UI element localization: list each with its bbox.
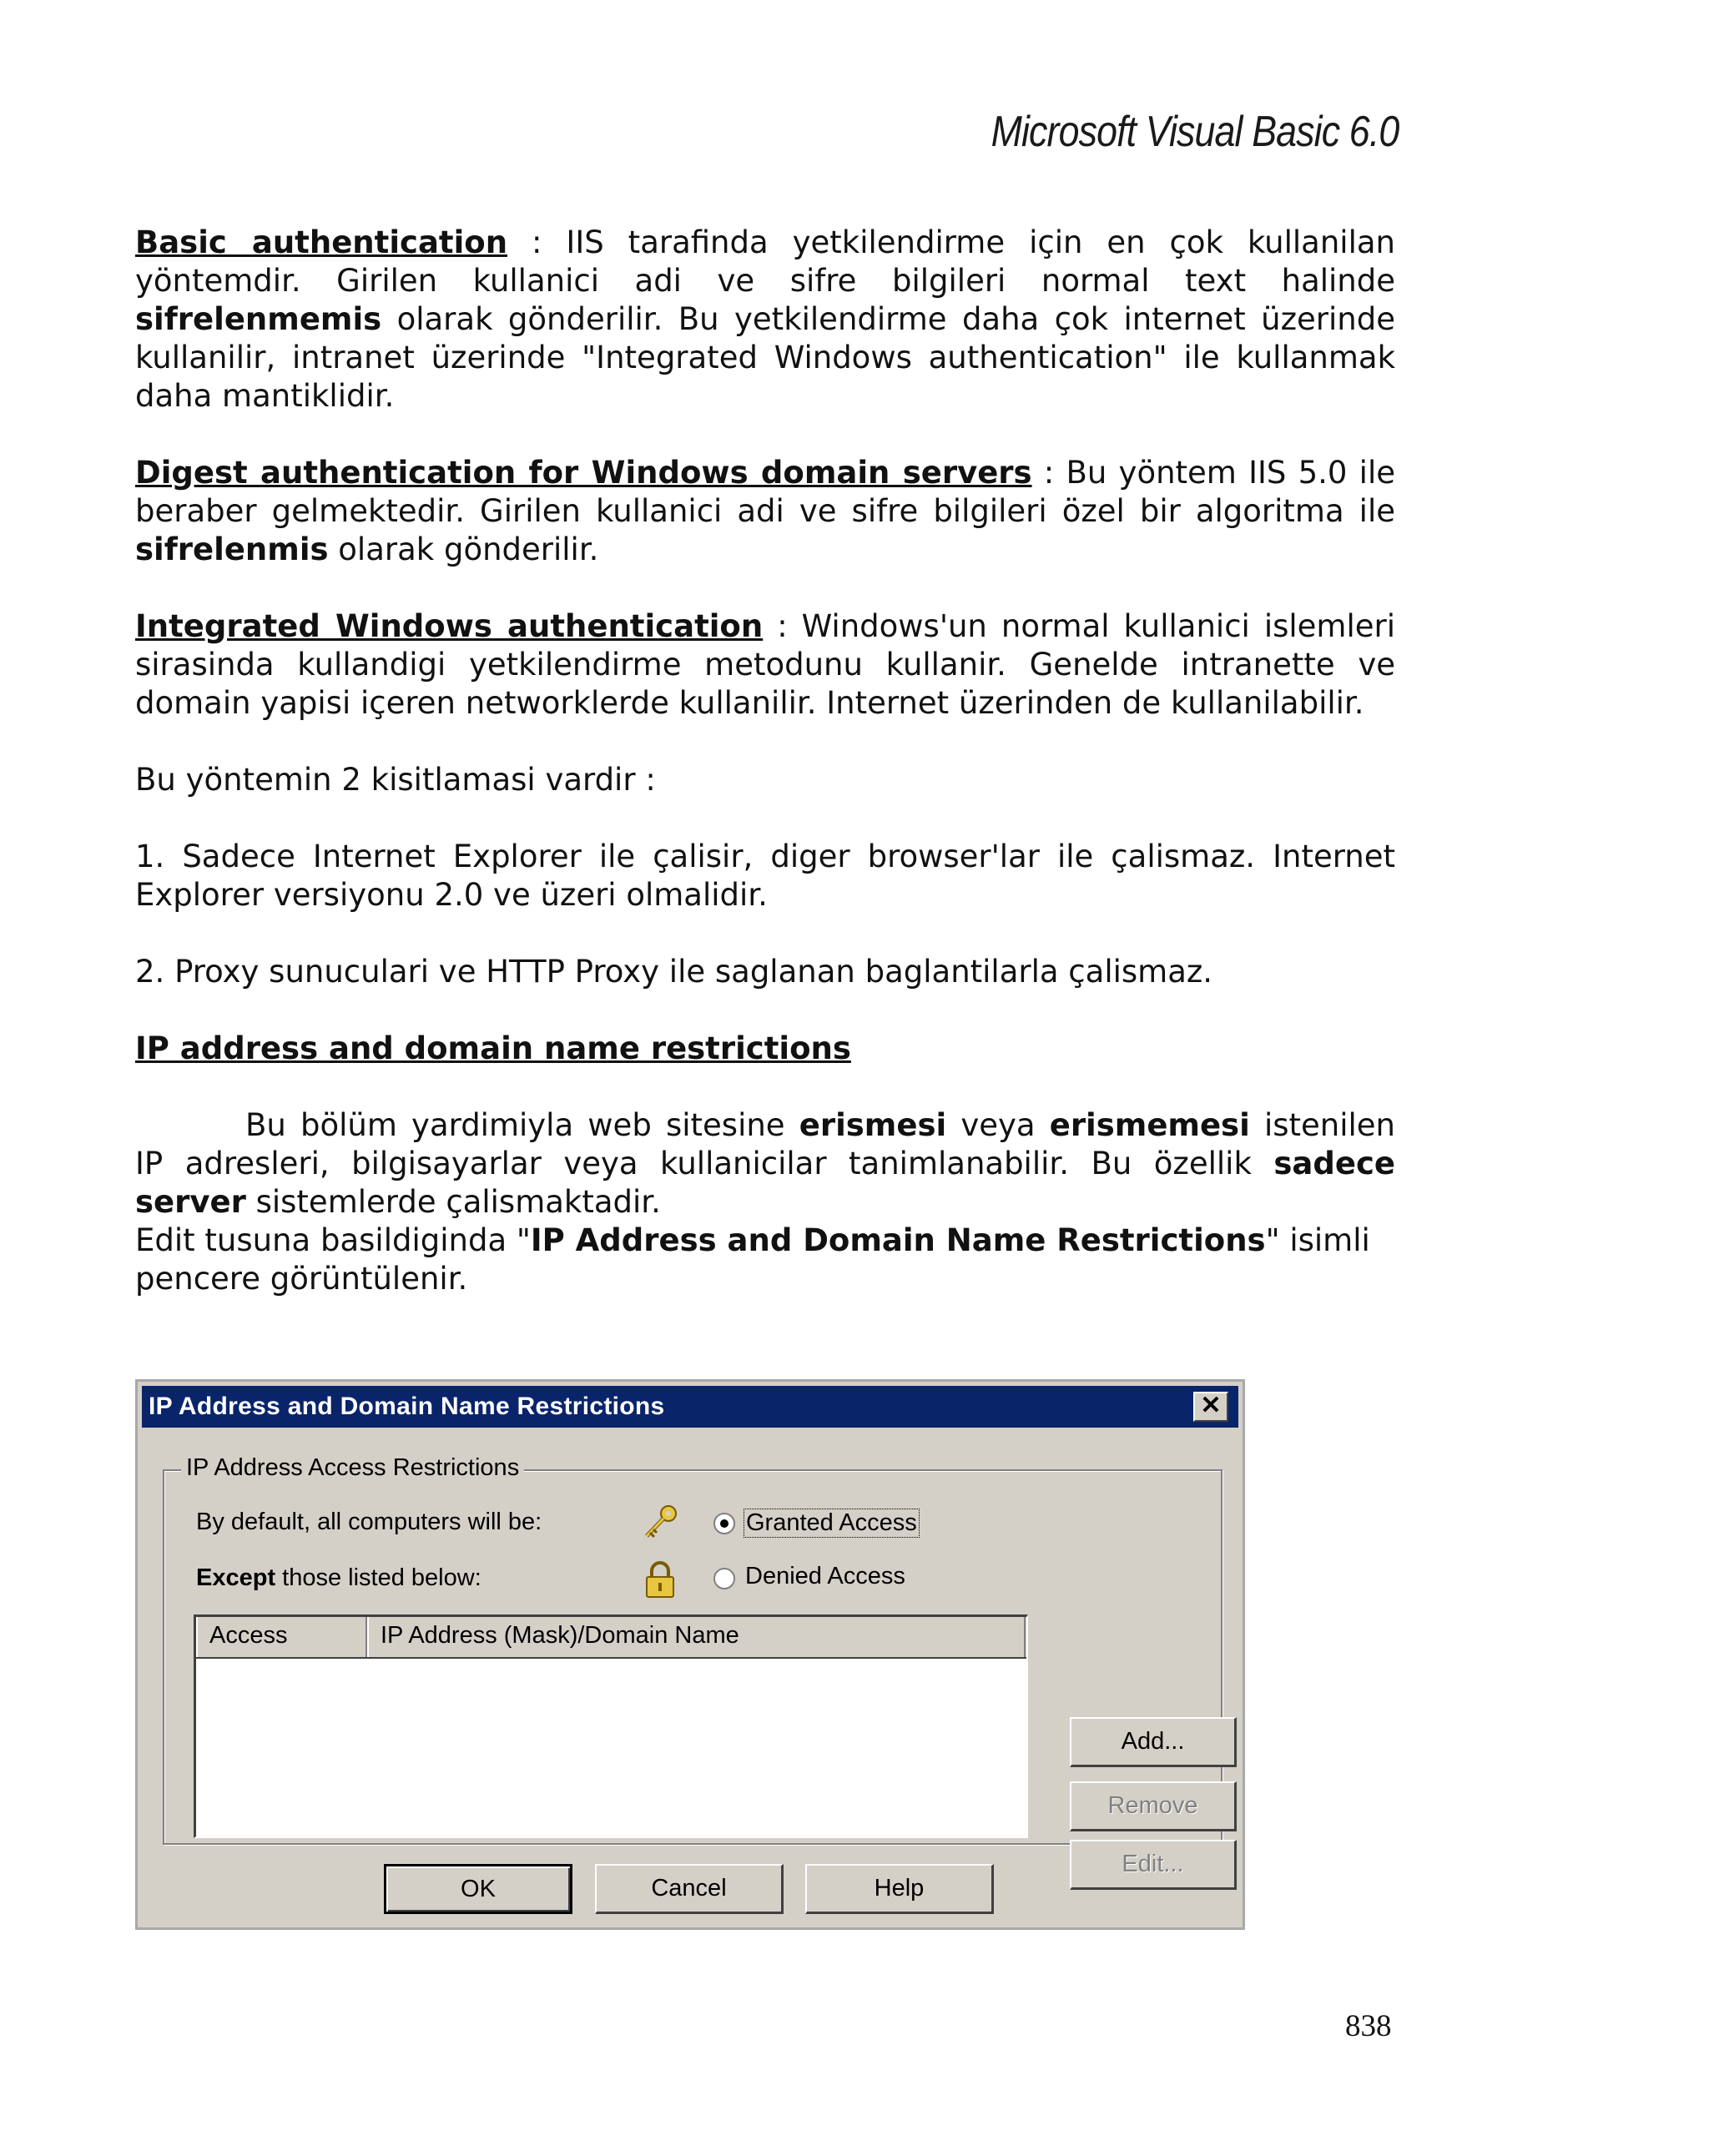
cancel-button[interactable]: Cancel [595, 1864, 784, 1914]
digest-auth-bold: sifrelenmis [135, 531, 329, 567]
restriction-item-2: 2. Proxy sunuculari ve HTTP Proxy ile saglanan baglantilarla çalismaz. [135, 954, 1213, 990]
except-label [196, 1564, 481, 1592]
ip-text-4: sistemlerde çalismaktadir. [245, 1184, 661, 1220]
dialog-title: IP Address and Domain Name Restrictions [149, 1393, 665, 1420]
running-header: Microsoft Visual Basic 6.0 [991, 108, 1399, 156]
ip-restrictions-heading: IP address and domain name restrictions [135, 1030, 851, 1066]
ip-text-3: istenilen IP adresleri, bilgisayarlar veya kullanicilar tanimlanabilir. Bu özellik [135, 1107, 1395, 1181]
column-ip-address[interactable]: IP Address (Mask)/Domain Name [367, 1617, 1026, 1657]
ip-bold-3: sadece server [135, 1146, 1395, 1220]
ip-bold-1: erismesi [799, 1107, 947, 1143]
remove-button[interactable]: Remove [1070, 1781, 1237, 1831]
column-access[interactable]: Access [196, 1617, 367, 1657]
list-header [196, 1617, 1026, 1659]
denied-access-label[interactable]: Denied Access [745, 1563, 905, 1589]
default-access-label: By default, all computers will be: [196, 1509, 542, 1535]
paragraph-edit-button [135, 1222, 1395, 1298]
paragraph-ip-restrictions [135, 1106, 1395, 1222]
help-button[interactable]: Help [805, 1864, 994, 1914]
ip-restrictions-dialog [135, 1379, 1245, 1930]
add-button[interactable]: Add... [1070, 1717, 1237, 1767]
paragraph-digest-auth [135, 454, 1395, 569]
except-rest: those listed below: [275, 1564, 481, 1591]
basic-auth-heading: Basic authentication [135, 224, 508, 260]
digest-auth-text-1: : Bu yöntem IIS 5.0 ile beraber gelmektedir. Girilen kullanici adi ve sifre bilgileri özel bir algoritma ile [135, 455, 1395, 529]
access-restrictions-group [163, 1454, 1223, 1877]
edit-text-1: Edit tusuna basildiginda " [135, 1222, 531, 1258]
ok-button[interactable]: OK [384, 1864, 572, 1914]
group-label: IP Address Access Restrictions [181, 1454, 524, 1482]
granted-access-label[interactable]: Granted Access [744, 1509, 920, 1538]
lock-icon [640, 1559, 680, 1599]
granted-access-radio[interactable] [713, 1513, 735, 1534]
restriction-item-1: 1. Sadece Internet Explorer ile çalisir, diger browser'lar ile çalismaz. Internet Explorer versiyonu 2.0 ve üzeri olmalidir. [135, 839, 1395, 913]
basic-auth-text-2: olarak gönderilir. Bu yetkilendirme daha çok internet üzerinde kullanilir, intranet üzerinde "Integrated Windows authentication" ile kullanmak daha mantiklidir. [135, 301, 1395, 414]
dialog-titlebar[interactable] [142, 1386, 1238, 1428]
paragraph-basic-auth [135, 224, 1395, 416]
paragraph-integrated-auth [135, 607, 1395, 723]
edit-bold: IP Address and Domain Name Restrictions [530, 1222, 1266, 1258]
radio-selected-dot [720, 1519, 728, 1528]
ip-text-1: Bu bölüm yardimiyla web sitesine [245, 1107, 799, 1143]
edit-text-2: " isimli pencere görüntülenir. [135, 1222, 1370, 1297]
restrictions-list[interactable] [194, 1614, 1028, 1838]
page-number: 838 [1345, 2009, 1392, 2043]
ip-restrictions-heading-line [135, 1030, 1395, 1068]
document-body [135, 224, 1395, 1337]
integrated-auth-text: : Windows'un normal kullanici islemleri sirasinda kullandigi yetkilendirme metodunu kullanir. Genelde intranette ve domain yapisi içeren networklerde kullanilir. Internet üzerinden de kullanilabilir. [135, 608, 1396, 721]
digest-auth-text-2: olarak gönderilir. [328, 531, 599, 567]
restrictions-intro: Bu yöntemin 2 kisitlamasi vardir : [135, 762, 656, 798]
except-bold: Except [196, 1564, 276, 1591]
ip-bold-2: erismemesi [1049, 1107, 1250, 1143]
ip-text-2: veya [946, 1107, 1050, 1143]
close-icon: ✕ [1200, 1392, 1222, 1419]
key-icon [640, 1503, 680, 1543]
basic-auth-bold: sifrelenmemis [135, 301, 382, 337]
basic-auth-text-1: : IIS tarafinda yetkilendirme için en çok kullanilan yöntemdir. Girilen kullanici adi ve sifre bilgileri normal text halinde [135, 224, 1395, 299]
edit-button[interactable]: Edit... [1070, 1840, 1237, 1890]
digest-auth-heading: Digest authentication for Windows domain servers [135, 455, 1032, 491]
integrated-auth-heading: Integrated Windows authentication [135, 608, 764, 644]
denied-access-radio[interactable] [713, 1568, 735, 1589]
close-button[interactable] [1193, 1392, 1228, 1422]
